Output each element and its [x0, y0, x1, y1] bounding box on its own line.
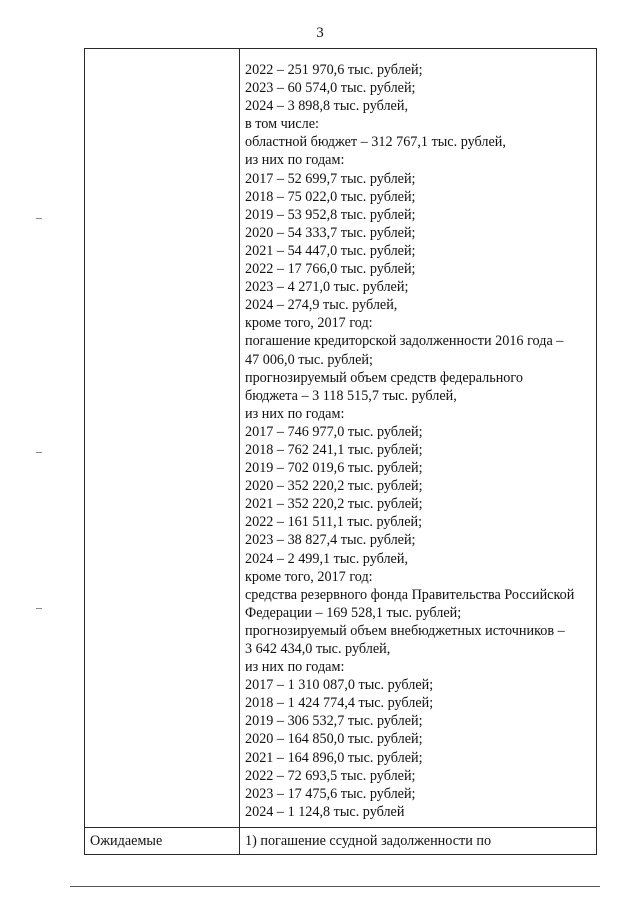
funding-line: 2024 – 274,9 тыс. рублей,: [245, 297, 398, 314]
funding-line: 2022 – 72 693,5 тыс. рублей;: [245, 767, 416, 784]
funding-line: 2021 – 352 220,2 тыс. рублей;: [245, 496, 423, 513]
funding-line: средства резервного фонда Правительства Российской: [245, 586, 575, 603]
funding-line: из них по годам:: [245, 152, 345, 169]
funding-line: 2020 – 164 850,0 тыс. рублей;: [245, 731, 423, 748]
funding-line: 2019 – 702 019,6 тыс. рублей;: [245, 460, 423, 477]
expected-label: Ожидаемые: [85, 827, 240, 854]
expected-content: 1) погашение ссудной задолженности по: [240, 827, 597, 854]
funding-line: 2023 – 17 475,6 тыс. рублей;: [245, 785, 416, 802]
funding-line: 2018 – 75 022,0 тыс. рублей;: [245, 188, 416, 205]
funding-line: из них по годам:: [245, 659, 345, 676]
funding-line: 2018 – 1 424 774,4 тыс. рублей;: [245, 695, 434, 712]
funding-line: 2022 – 161 511,1 тыс. рублей;: [245, 514, 423, 531]
funding-line: 2019 – 306 532,7 тыс. рублей;: [245, 713, 423, 730]
funding-line: 2024 – 2 499,1 тыс. рублей,: [245, 550, 408, 567]
funding-line: 2023 – 60 574,0 тыс. рублей;: [245, 80, 416, 97]
funding-line: 2018 – 762 241,1 тыс. рублей;: [245, 441, 423, 458]
funding-line: 2021 – 54 447,0 тыс. рублей;: [245, 242, 416, 259]
funding-line: 2023 – 4 271,0 тыс. рублей;: [245, 279, 409, 296]
funding-line: областной бюджет – 312 767,1 тыс. рублей,: [245, 134, 506, 151]
funding-line: 2017 – 1 310 087,0 тыс. рублей;: [245, 677, 434, 694]
funding-line: кроме того, 2017 год:: [245, 568, 373, 585]
funding-line: 2021 – 164 896,0 тыс. рублей;: [245, 749, 423, 766]
funding-line: прогнозируемый объем средств федерального: [245, 369, 523, 386]
label-cell-empty: [85, 49, 240, 828]
scan-mark: [36, 452, 42, 453]
funding-line: 47 006,0 тыс. рублей;: [245, 351, 373, 368]
funding-content-cell: [240, 49, 597, 828]
funding-line: 2017 – 52 699,7 тыс. рублей;: [245, 170, 416, 187]
funding-line: погашение кредиторской задолженности 2016 года –: [245, 333, 564, 350]
funding-line: прогнозируемый объем внебюджетных источников –: [245, 622, 565, 639]
funding-line: 2017 – 746 977,0 тыс. рублей;: [245, 423, 423, 440]
funding-table: [84, 48, 597, 855]
funding-line: 2020 – 352 220,2 тыс. рублей;: [245, 478, 423, 495]
funding-line: 2019 – 53 952,8 тыс. рублей;: [245, 206, 416, 223]
funding-line: 2020 – 54 333,7 тыс. рублей;: [245, 224, 416, 241]
funding-line: Федерации – 169 528,1 тыс. рублей;: [245, 604, 462, 621]
funding-line: в том числе:: [245, 116, 319, 133]
funding-line: бюджета – 3 118 515,7 тыс. рублей,: [245, 387, 457, 404]
scan-mark: [36, 218, 42, 219]
funding-line: 2022 – 17 766,0 тыс. рублей;: [245, 261, 416, 278]
table-row-funding: [85, 49, 597, 828]
funding-line: 2024 – 3 898,8 тыс. рублей,: [245, 98, 408, 115]
funding-line: 3 642 434,0 тыс. рублей,: [245, 641, 391, 657]
funding-line: кроме того, 2017 год:: [245, 315, 373, 332]
table-row-expected: [85, 827, 597, 854]
funding-line: 2022 – 251 970,6 тыс. рублей;: [245, 62, 423, 78]
funding-line: 2024 – 1 124,8 тыс. рублей: [245, 803, 405, 820]
page-bottom-edge: [70, 886, 600, 887]
page-number: 3: [316, 25, 324, 41]
funding-line: 2023 – 38 827,4 тыс. рублей;: [245, 532, 416, 549]
scan-mark: [36, 608, 42, 609]
funding-line: из них по годам:: [245, 405, 345, 422]
funding-lines: [245, 61, 592, 821]
